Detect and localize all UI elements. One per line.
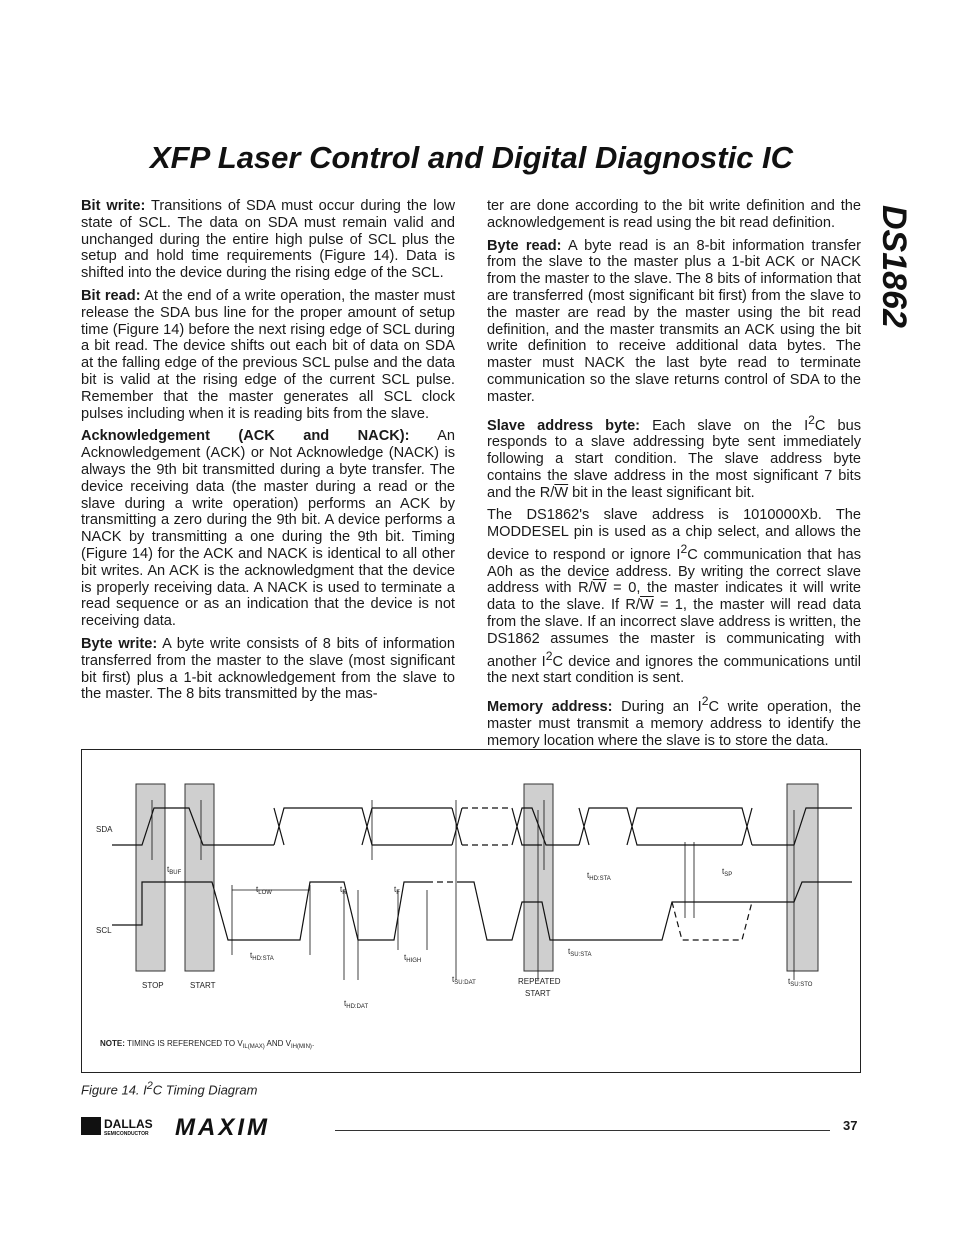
t-symbol: t — [167, 865, 170, 874]
note-text: TIMING IS REFERENCED TO V — [124, 1039, 243, 1048]
text-address-5: C device and ignores the communications until the next start condition is sent. — [487, 653, 861, 687]
text-address-4: = 1, the master will read data from the slave. If an incorrect slave address is written, the DS1862 assumes the master is communicating with another I — [487, 597, 861, 670]
semiconductor-text: SEMICONDUCTOR — [104, 1131, 149, 1137]
dallas-maxim-logo — [81, 1113, 331, 1141]
heading-bit-write: Bit write: — [81, 198, 146, 214]
left-column — [81, 198, 455, 709]
t-symbol: t — [340, 885, 343, 894]
footer-rule — [335, 1130, 830, 1131]
repeated-start-shade — [524, 784, 553, 971]
caption-text-1: Figure 14. I — [81, 1082, 147, 1098]
heading-ack: Acknowledgement (ACK and NACK): — [81, 428, 410, 445]
t-symbol: t — [587, 871, 590, 880]
sub-low: LOW — [258, 890, 272, 896]
t-symbol: t — [394, 885, 397, 894]
timing-markers — [152, 800, 794, 980]
sub-su-dat: SU:DAT — [454, 980, 476, 986]
label-thd-dat — [344, 999, 368, 1010]
text-slave-address-1: Each slave on the I — [640, 417, 809, 434]
paragraph-continuation: ter are done according to the bit write definition and the acknowledgement is read using the bit read definition. — [487, 198, 861, 231]
page-title: XFP Laser Control and Digital Diagnostic IC — [150, 140, 794, 175]
label-tsp — [722, 867, 732, 878]
label-start: START — [190, 981, 216, 990]
heading-slave-address: Slave address byte: — [487, 417, 641, 434]
paragraph-ack — [81, 428, 455, 630]
maxim-logo-text: MAXIM — [175, 1114, 270, 1141]
page-number: 37 — [843, 1118, 858, 1133]
t-symbol: t — [256, 885, 259, 894]
text-address-2: C communication that has A0h as the device address. By writing the correct slave address with R/ — [487, 546, 861, 597]
heading-byte-write: Byte write: — [81, 635, 158, 652]
label-tr — [340, 885, 347, 896]
paragraph-slave-address — [487, 412, 861, 502]
text-address-1: The DS1862's slave address is 1010000Xb. The MODDESEL pin is used as a chip select, and allows the device to respond or ignore I — [487, 507, 861, 563]
text-memory-1: During an I — [612, 698, 702, 715]
t-symbol: t — [722, 867, 725, 876]
sub-su-sta: SU:STA — [570, 952, 592, 958]
note-label: NOTE: — [100, 1039, 125, 1048]
caption-text-2: C Timing Diagram — [152, 1082, 258, 1098]
t-symbol: t — [788, 977, 791, 986]
label-tf — [394, 885, 400, 896]
label-repeated-start: START — [525, 989, 551, 998]
label-scl: SCL — [96, 926, 112, 935]
side-part-number: DS1862 — [875, 205, 913, 328]
timing-note — [100, 1039, 314, 1050]
text-ack: An Acknowledgement (ACK) or Not Acknowledge (NACK) is always the 9th bit transmitted during a byte transfer. The device receiving data (the master during a read or the slave during a write operation) performs an ACK by transmitting a zero during the 9th bit. A device performs a NACK by transmitting a one during the 9th bit. Timing (Figure 14) for the ACK and NACK is identical to all other bit writes. An ACK is the acknowledgment that the device is properly receiving data. A NACK is used to terminate a read sequence or as an indication that the device is not receiving data. — [81, 428, 455, 630]
sub-su-sto: SU:STO — [790, 982, 813, 988]
label-thd-sta-2 — [587, 871, 611, 882]
sub-hd-sta: HD:STA — [252, 956, 274, 962]
timing-diagram-svg — [82, 750, 862, 1074]
label-sda: SDA — [96, 825, 113, 834]
text-byte-write: A byte write consists of 8 bits of information transferred from the master to the slave (most significant bit first) plus a 1-bit acknowledgement from the slave to the master. The 8 bits transmitted by the mas- — [81, 635, 456, 703]
footer-logos — [81, 1113, 331, 1146]
overline-w: $\overline{W}$ — [592, 580, 607, 597]
sub-sp: SP — [724, 872, 733, 878]
scl-waveform — [112, 882, 852, 940]
label-tbuf — [167, 865, 182, 876]
superscript: 2 — [545, 648, 553, 663]
sub-hd-dat: HD:DAT — [346, 1004, 369, 1010]
sub-f: F — [396, 890, 400, 896]
text-slave-address-2: C bus responds to a slave addressing byte sent immediately following a start condition. The slave address byte contains the slave address in the most significant 7 bits and the R/ — [487, 417, 861, 501]
superscript: 2 — [701, 694, 709, 709]
overline-w: $\overline{W}$ — [639, 597, 654, 614]
t-symbol: t — [404, 953, 407, 962]
paragraph-memory-address — [487, 693, 861, 749]
note-sub-ih: IH(MIN) — [290, 1044, 312, 1050]
heading-memory-address: Memory address: — [487, 698, 613, 715]
label-repeated: REPEATED — [518, 977, 561, 986]
paragraph-byte-read — [487, 238, 861, 406]
sub-high: HIGH — [406, 958, 422, 964]
t-symbol: t — [250, 951, 253, 960]
text-bit-write: Transitions of SDA must occur during the low state of SCL. The data on SDA must remain valid and unchanged during the entire high pulse of SCL plus the setup and hold time requirements (Figure 14). Data is shifted into the device during the rising edge of the SCL. — [81, 198, 455, 282]
i2c-timing-diagram — [81, 749, 861, 1073]
superscript: 2 — [808, 412, 815, 427]
note-end: . — [311, 1039, 315, 1048]
text-address-3: = 0, the master indicates it will write data to the slave. If R/ — [487, 580, 861, 614]
right-column — [487, 198, 861, 755]
figure-caption — [81, 1080, 257, 1097]
start-shade — [185, 784, 214, 971]
heading-bit-read: Bit read: — [81, 287, 141, 304]
sub-buf: BUF — [169, 870, 182, 876]
label-stop: STOP — [142, 981, 164, 990]
superscript: 2 — [680, 542, 688, 556]
t-symbol: t — [568, 947, 571, 956]
caption-superscript: 2 — [146, 1080, 153, 1092]
label-thigh — [404, 953, 421, 964]
note-and: AND V — [264, 1039, 291, 1048]
paragraph-byte-write — [81, 636, 455, 703]
sub-r: R — [342, 890, 347, 896]
text-slave-address-3: bit in the least significant bit. — [568, 484, 755, 501]
paragraph-bit-write — [81, 198, 455, 282]
label-tsu-sta — [568, 947, 591, 958]
dallas-text: DALLAS — [104, 1117, 153, 1131]
paragraph-bit-read — [81, 288, 455, 422]
overline-w: $\overline{W}$ — [554, 484, 569, 501]
sub-hd-sta: HD:STA — [589, 876, 611, 882]
label-thd-sta — [250, 951, 274, 962]
text-byte-read: A byte read is an 8-bit information transfer from the slave to the master plus a 1-bit ACK or NACK from the master to the slave. The 8 bits of information that are transferred (most significant bit first) from the slave to the master are read by the master using the bit read definition, and the master transmits an ACK using the bit write definition to receive additional data bytes. The master must NACK the last byte read to terminate communication so the slave returns control of SDA to the master. — [487, 237, 862, 405]
sda-waveform — [112, 808, 852, 845]
t-symbol: t — [344, 999, 347, 1008]
dallas-mark — [81, 1117, 101, 1135]
text-memory-2: C write operation, the master must transmit a memory address to identify the memory location where the slave is to store the data. — [487, 698, 861, 749]
text-bit-read: At the end of a write operation, the master must release the SDA bus line for the proper amount of setup time (Figure 14) before the next rising edge of SCL during a bit read. The device shifts out each bit of data on SDA at the falling edge of the previous SCL pulse and the data bit is valid at the rising edge of the current SCL pulse. Remember that the master generates all SCL clock pulses including when it is reading bits from the slave. — [81, 287, 456, 422]
paragraph-ds1862-address — [487, 507, 861, 687]
stop-shade-right — [787, 784, 818, 971]
note-sub-il: IL(MAX) — [242, 1044, 265, 1050]
t-symbol: t — [452, 975, 455, 984]
label-tsu-sto — [788, 977, 813, 988]
label-tlow — [256, 885, 272, 896]
heading-byte-read: Byte read: — [487, 237, 562, 254]
stop-shade — [136, 784, 165, 971]
